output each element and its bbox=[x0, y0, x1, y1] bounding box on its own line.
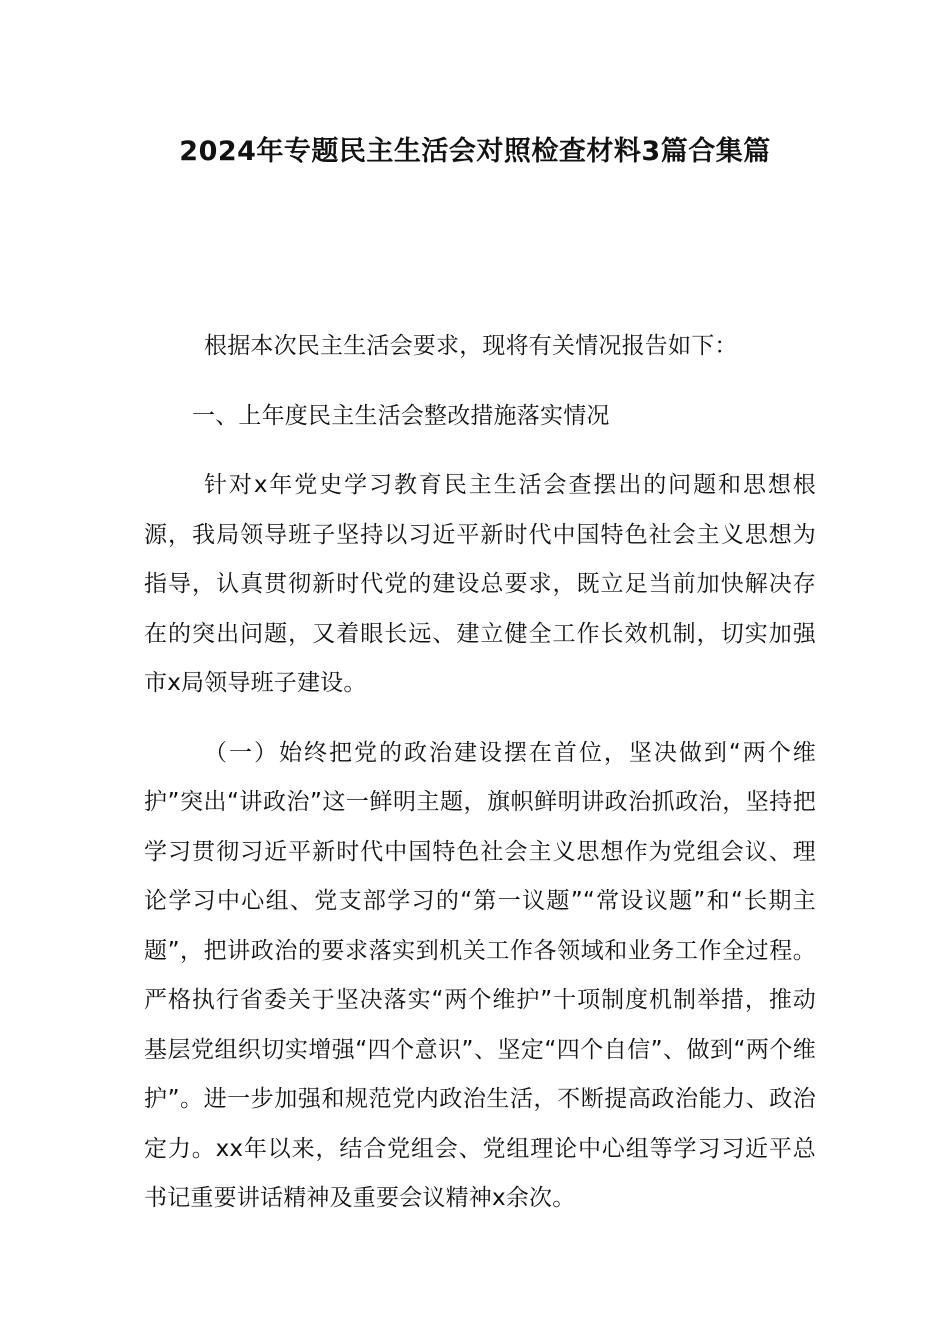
intro-paragraph: 根据本次民主生活会要求，现将有关情况报告如下： bbox=[204, 333, 738, 359]
document-title: 2024年专题民主生活会对照检查材料3篇合集篇 bbox=[179, 136, 771, 167]
section-heading: 一、上年度民主生活会整改措施落实情况 bbox=[192, 402, 610, 429]
body-paragraph-1: 针对x年党史学习教育民主生活会查摆出的问题和思想根源，我局领导班子坚持以习近平新时代中国特色社会主义思想为指导，认真贯彻新时代党的建设总要求，既立足当前加快解决存在的突出问题，又着眼长远、建立健全工作长效机制，切实加强市x局领导班子建设。 bbox=[144, 472, 816, 696]
body-paragraph-2: （一）始终把党的政治建设摆在首位，坚决做到“两个维护”突出“讲政治”这一鲜明主题，旗帜鲜明讲政治抓政治，坚持把学习贯彻习近平新时代中国特色社会主义思想作为党组会议、理论学习中心组、党支部学习的“第一议题”“常设议题”和“长期主题”，把讲政治的要求落实到机关工作各领域和业务工作全过程。严格执行省委关于坚决落实“两个维护”十项制度机制举措，推动基层党组织切实增强“四个意识”、坚定“四个自信”、做到“两个维护”。进一步加强和规范党内政治生活，不断提高政治能力、政治定力。xx年以来，结合党组会、党组理论中心组等学习习近平总书记重要讲话精神及重要会议精神x余次。 bbox=[144, 739, 816, 1211]
document-body bbox=[144, 322, 816, 1224]
